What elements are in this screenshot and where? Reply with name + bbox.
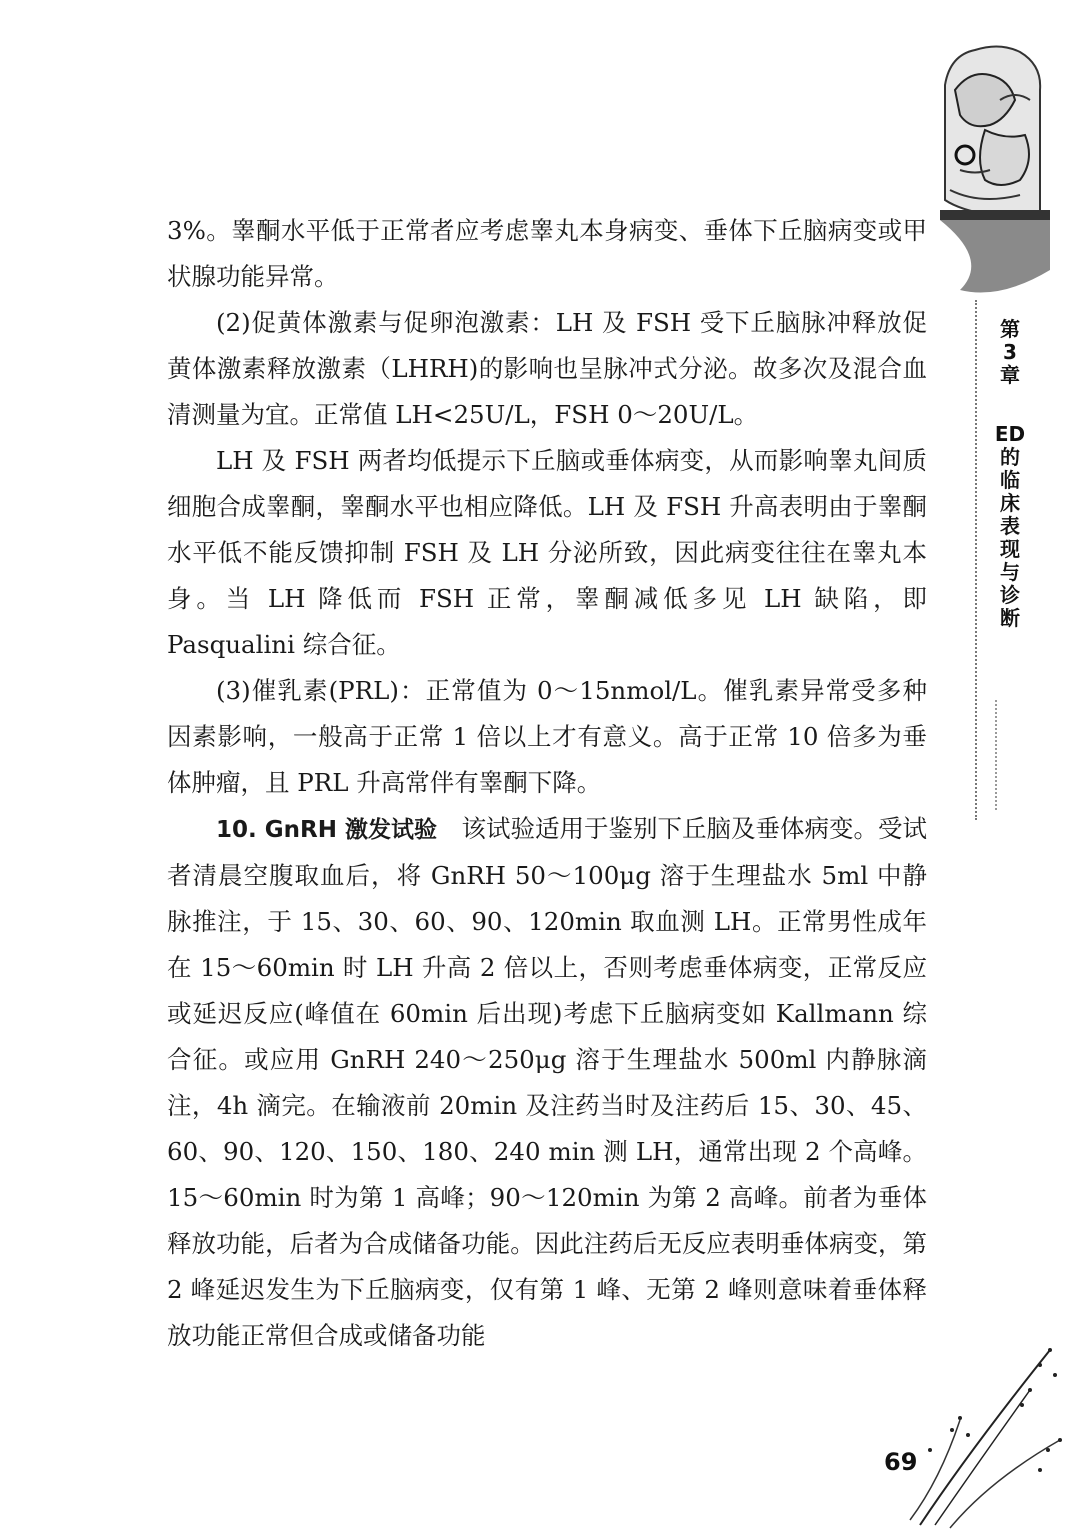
chapter-title-char: 诊	[1000, 583, 1020, 607]
chapter-number-char: 第	[1000, 317, 1020, 341]
paragraph: 3%。睾酮水平低于正常者应考虑睾丸本身病变、垂体下丘脑病变或甲状腺功能异常。	[167, 216, 927, 291]
chapter-number	[985, 318, 1035, 387]
body-text	[167, 208, 927, 1359]
paragraph: (3)催乳素(PRL)：正常值为 0～15nmol/L。催乳素异常受多种因素影响，一般高于正常 1 倍以上才有意义。高于正常 10 倍多为垂体肿瘤，且 PRL 升高常伴有睾酮下降。	[167, 676, 927, 797]
chapter-number-char: 3	[1003, 340, 1017, 364]
page-number: 69	[884, 1448, 918, 1476]
margin-dotted-rule	[975, 300, 978, 820]
chapter-title	[985, 423, 1035, 630]
chapter-title-char: 床	[1000, 491, 1020, 515]
margin-dotted-rule-secondary	[995, 700, 998, 810]
chapter-tab	[985, 318, 1035, 630]
chapter-title-char: 表	[1000, 514, 1020, 538]
paragraph: (2)促黄体激素与促卵泡激素：LH 及 FSH 受下丘脑脉冲释放促黄体激素释放激素（LHRH)的影响也呈脉冲式分泌。故多次及混合血清测量为宜。正常值 LH<25U/L，FSH 0～20U/L。	[167, 308, 927, 429]
chapter-title-char: 现	[1000, 537, 1020, 561]
chapter-title-char: ED	[994, 422, 1026, 446]
chapter-title-char: 的	[1000, 445, 1020, 469]
grass-decoration	[900, 1330, 1070, 1530]
paragraph-body: 该试验适用于鉴别下丘脑及垂体病变。受试者清晨空腹取血后，将 GnRH 50～100μg 溶于生理盐水 5ml 中静脉推注，于 15、30、60、90、120min 取血测 LH。正常男性成年在 15～60min 时 LH 升高 2 倍以上，否则考虑垂体病变，正常反应或延迟反应(峰值在 60min 后出现)考虑下丘脑病变如 Kallmann 综合征。或应用 GnRH 240～250μg 溶于生理盐水 500ml 内静脉滴注，4h 滴完。在输液前 20min 及注药当时及注药后 15、30、45、60、90、120、150、180、240 min 测 LH，通常出现 2 个高峰。15～60min 时为第 1 高峰；90～120min 为第 2 高峰。前者为垂体释放功能，后者为合成储备功能。因此注药后无反应表明垂体病变，第 2 峰延迟发生为下丘脑病变，仅有第 1 峰、无第 2 峰则意味着垂体释放功能正常但合成或储备功能	[167, 814, 928, 1350]
chapter-title-char: 断	[1000, 606, 1020, 630]
chapter-number-char: 章	[1000, 363, 1020, 387]
chapter-title-char: 与	[1000, 560, 1020, 584]
paragraph	[167, 806, 927, 1359]
chapter-illustration	[930, 30, 1050, 300]
section-heading: 10. GnRH 激发试验	[216, 817, 437, 843]
paragraph: LH 及 FSH 两者均低提示下丘脑或垂体病变，从而影响睾丸间质细胞合成睾酮，睾酮水平也相应降低。LH 及 FSH 升高表明由于睾酮水平低不能反馈抑制 FSH 及 LH 分泌所致，因此病变往往在睾丸本身。当 LH 降低而 FSH 正常，睾酮减低多见 LH 缺陷，即 Pasqualini 综合征。	[167, 446, 927, 659]
chapter-title-char: 临	[1000, 468, 1020, 492]
